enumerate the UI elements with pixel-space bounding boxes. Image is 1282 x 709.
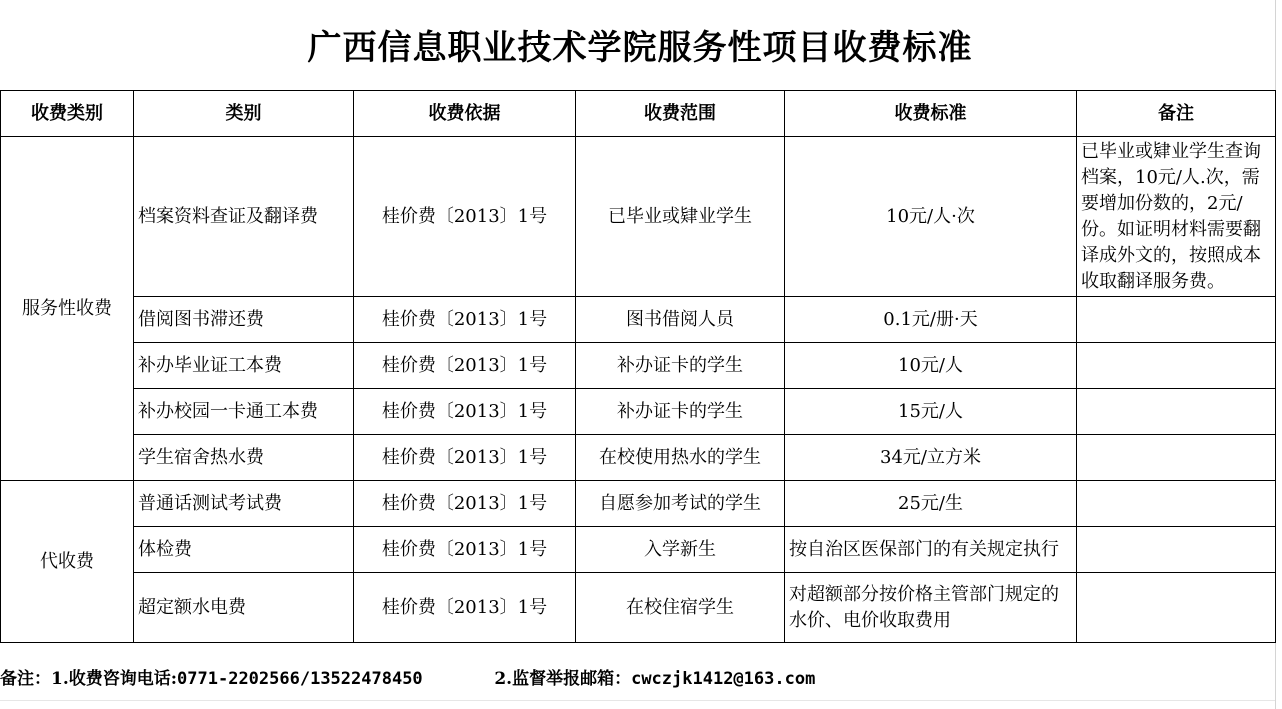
- cell-notes: [1077, 527, 1276, 573]
- cell-standard: 10元/人·次: [785, 137, 1077, 297]
- cell-scope: 在校使用热水的学生: [576, 435, 785, 481]
- table-row: [1, 389, 1276, 435]
- cell-notes: [1077, 435, 1276, 481]
- cell-basis: 桂价费〔2013〕1号: [354, 137, 576, 297]
- cell-basis: 桂价费〔2013〕1号: [354, 389, 576, 435]
- footer-email: cwczjk1412@163.com: [631, 669, 816, 689]
- table-row: [1, 527, 1276, 573]
- footer-notes: [0, 664, 815, 689]
- cell-standard: 10元/人: [785, 343, 1077, 389]
- footer-phone: 0771-2202566/13522478450: [177, 669, 423, 689]
- cell-scope: 自愿参加考试的学生: [576, 481, 785, 527]
- table-row: [1, 297, 1276, 343]
- table-header-row: [1, 91, 1276, 137]
- table-row: [1, 435, 1276, 481]
- cell-basis: 桂价费〔2013〕1号: [354, 527, 576, 573]
- group-service: 服务性收费: [1, 137, 134, 481]
- cell-type: 体检费: [134, 527, 354, 573]
- header-type: 类别: [134, 91, 354, 137]
- footer-divider: [0, 700, 1275, 701]
- cell-standard: 15元/人: [785, 389, 1077, 435]
- header-scope: 收费范围: [576, 91, 785, 137]
- cell-scope: 补办证卡的学生: [576, 389, 785, 435]
- cell-notes: [1077, 481, 1276, 527]
- cell-basis: 桂价费〔2013〕1号: [354, 297, 576, 343]
- cell-type: 超定额水电费: [134, 573, 354, 643]
- cell-notes: [1077, 343, 1276, 389]
- table-row: [1, 343, 1276, 389]
- cell-notes: 已毕业或肄业学生查询档案，10元/人.次，需要增加份数的，2元/份。如证明材料需要翻译成外文的，按照成本收取翻译服务费。: [1077, 137, 1276, 297]
- cell-notes: [1077, 297, 1276, 343]
- cell-scope: 入学新生: [576, 527, 785, 573]
- footer-note2-label: 2.监督举报邮箱：: [494, 669, 632, 689]
- cell-standard: 按自治区医保部门的有关规定执行: [785, 527, 1077, 573]
- fee-table: [0, 90, 1276, 643]
- cell-type: 普通话测试考试费: [134, 481, 354, 527]
- cell-standard: 25元/生: [785, 481, 1077, 527]
- cell-type: 补办毕业证工本费: [134, 343, 354, 389]
- cell-scope: 图书借阅人员: [576, 297, 785, 343]
- cell-type: 补办校园一卡通工本费: [134, 389, 354, 435]
- table-row: [1, 481, 1276, 527]
- cell-notes: [1077, 389, 1276, 435]
- table-row: [1, 137, 1276, 297]
- cell-standard: 对超额部分按价格主管部门规定的水价、电价收取费用: [785, 573, 1077, 643]
- cell-scope: 在校住宿学生: [576, 573, 785, 643]
- header-notes: 备注: [1077, 91, 1276, 137]
- cell-scope: 补办证卡的学生: [576, 343, 785, 389]
- cell-standard: 34元/立方米: [785, 435, 1077, 481]
- header-category: 收费类别: [1, 91, 134, 137]
- cell-standard: 0.1元/册·天: [785, 297, 1077, 343]
- cell-basis: 桂价费〔2013〕1号: [354, 435, 576, 481]
- header-standard: 收费标准: [785, 91, 1077, 137]
- cell-scope: 已毕业或肄业学生: [576, 137, 785, 297]
- cell-basis: 桂价费〔2013〕1号: [354, 573, 576, 643]
- cell-basis: 桂价费〔2013〕1号: [354, 481, 576, 527]
- cell-type: 学生宿舍热水费: [134, 435, 354, 481]
- cell-basis: 桂价费〔2013〕1号: [354, 343, 576, 389]
- cell-type: 档案资料查证及翻译费: [134, 137, 354, 297]
- page-title: 广西信息职业技术学院服务性项目收费标准: [307, 28, 973, 68]
- table-row: [1, 573, 1276, 643]
- group-collect: 代收费: [1, 481, 134, 643]
- cell-type: 借阅图书滞还费: [134, 297, 354, 343]
- footer-note1-label: 备注：1.收费咨询电话:: [0, 669, 178, 689]
- cell-notes: [1077, 573, 1276, 643]
- header-basis: 收费依据: [354, 91, 576, 137]
